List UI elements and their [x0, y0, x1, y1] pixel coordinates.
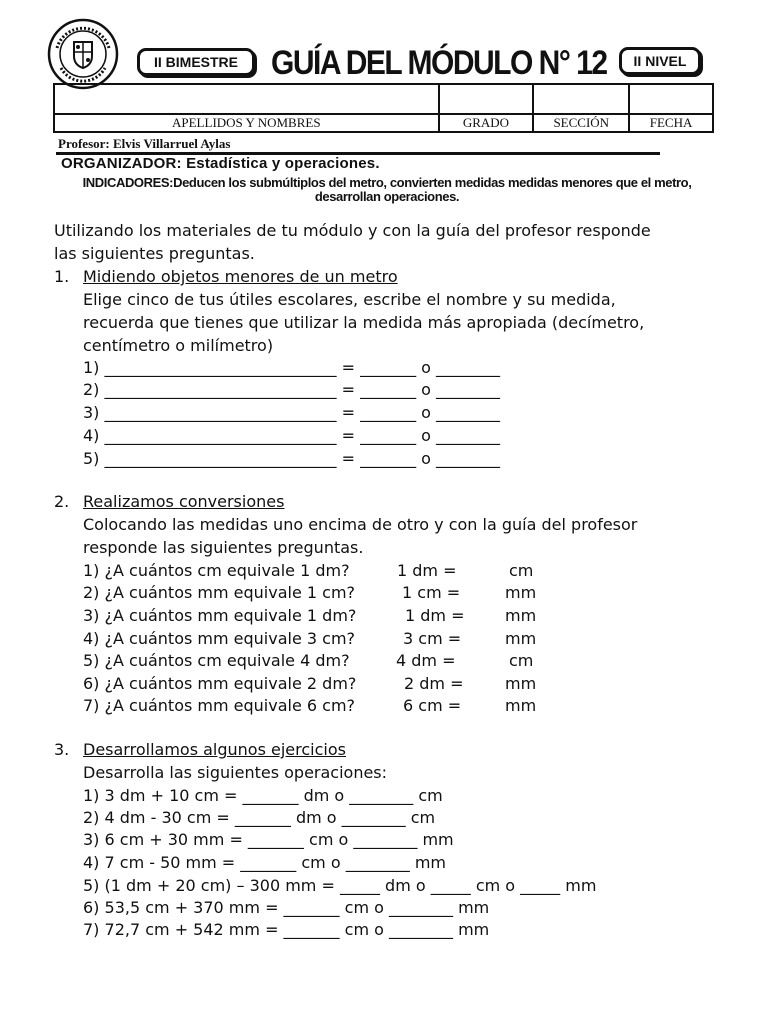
grade-field[interactable] — [439, 84, 534, 114]
section1-answer-line[interactable]: 2) _____________________________ = _______ o ________ — [83, 380, 501, 399]
section2-number: 2. — [54, 492, 70, 511]
operation-line[interactable]: 1) 3 dm + 10 cm = _______ dm o ________ cm — [83, 786, 443, 805]
conversion-question: 6) ¿A cuántos mm equivale 2 dm? — [83, 674, 357, 693]
conversion-unit: mm — [505, 696, 537, 715]
conversion-equation[interactable]: 4 dm = — [396, 651, 456, 670]
page-title: GUÍA DEL MÓDULO N° 12 — [271, 44, 607, 82]
conversion-equation[interactable]: 6 cm = — [403, 696, 462, 715]
section-label: SECCIÓN — [533, 114, 629, 132]
bimestre-badge: II BIMESTRE — [137, 48, 255, 76]
section3-text: Desarrolla las siguientes operaciones: — [83, 763, 388, 782]
operation-line[interactable]: 6) 53,5 cm + 370 mm = _______ cm o ________ mm — [83, 898, 490, 917]
conversion-equation[interactable]: 2 dm = — [404, 674, 464, 693]
date-label: FECHA — [629, 114, 713, 132]
operation-line[interactable]: 3) 6 cm + 30 mm = _______ cm o ________ mm — [83, 830, 454, 849]
student-info-table — [53, 83, 714, 133]
section1-answer-line[interactable]: 1) _____________________________ = _______ o ________ — [83, 358, 501, 377]
section2-text-1: Colocando las medidas uno encima de otro y con la guía del profesor — [83, 515, 638, 534]
conversion-question: 7) ¿A cuántos mm equivale 6 cm? — [83, 696, 356, 715]
name-label: APELLIDOS Y NOMBRES — [54, 114, 439, 132]
conversion-question: 1) ¿A cuántos cm equivale 1 dm? — [83, 561, 350, 580]
conversion-unit: mm — [505, 583, 537, 602]
conversion-question: 2) ¿A cuántos mm equivale 1 cm? — [83, 583, 356, 602]
section1-text-2: recuerda que tienes que utilizar la medida más apropiada (decímetro, — [83, 313, 645, 332]
section3-title: Desarrollamos algunos ejercicios — [83, 740, 346, 759]
conversion-equation[interactable]: 1 dm = — [405, 606, 465, 625]
indicators-line-1: INDICADORES:Deducen los submúltiplos del metro, convierten medidas medidas menores que el metro, — [82, 175, 692, 190]
conversion-equation[interactable]: 3 cm = — [403, 629, 462, 648]
name-field[interactable] — [54, 84, 439, 114]
nivel-badge: II NIVEL — [619, 47, 701, 75]
grade-label: GRADO — [439, 114, 534, 132]
conversion-equation[interactable]: 1 cm = — [402, 583, 461, 602]
section3-number: 3. — [54, 740, 70, 759]
conversion-unit: mm — [505, 606, 537, 625]
section1-answer-line[interactable]: 3) _____________________________ = _______ o ________ — [83, 403, 501, 422]
conversion-unit: mm — [505, 674, 537, 693]
conversion-question: 4) ¿A cuántos mm equivale 3 cm? — [83, 629, 356, 648]
conversion-unit: cm — [509, 651, 534, 670]
indicators — [57, 176, 717, 204]
operation-line[interactable]: 5) (1 dm + 20 cm) – 300 mm = _____ dm o _____ cm o _____ mm — [83, 876, 597, 895]
conversion-question: 3) ¿A cuántos mm equivale 1 dm? — [83, 606, 357, 625]
conversion-unit: cm — [509, 561, 534, 580]
conversion-equation[interactable]: 1 dm = — [397, 561, 457, 580]
intro-line-1: Utilizando los materiales de tu módulo y con la guía del profesor responde — [54, 221, 651, 240]
date-field[interactable] — [629, 84, 713, 114]
teacher-name: Profesor: Elvis Villarruel Aylas — [58, 136, 231, 151]
section1-text-3: centímetro o milímetro) — [83, 336, 274, 355]
intro-line-2: las siguientes preguntas. — [54, 244, 255, 263]
school-logo — [47, 18, 119, 90]
section2-title: Realizamos conversiones — [83, 492, 285, 511]
indicators-line-2: desarrollan operaciones. — [314, 189, 460, 204]
section1-title: Midiendo objetos menores de un metro — [83, 267, 398, 286]
section2-text-2: responde las siguientes preguntas. — [83, 538, 364, 557]
conversion-unit: mm — [505, 629, 537, 648]
organizer-line: ORGANIZADOR: Estadística y operaciones. — [61, 155, 380, 172]
section1-number: 1. — [54, 267, 70, 286]
section1-answer-line[interactable]: 4) _____________________________ = _______ o ________ — [83, 426, 501, 445]
section-field[interactable] — [533, 84, 629, 114]
operation-line[interactable]: 2) 4 dm - 30 cm = _______ dm o ________ cm — [83, 808, 436, 827]
section1-answer-line[interactable]: 5) _____________________________ = _______ o ________ — [83, 449, 501, 468]
conversion-question: 5) ¿A cuántos cm equivale 4 dm? — [83, 651, 350, 670]
operation-line[interactable]: 4) 7 cm - 50 mm = _______ cm o ________ mm — [83, 853, 446, 872]
section1-text-1: Elige cinco de tus útiles escolares, escribe el nombre y su medida, — [83, 290, 616, 309]
operation-line[interactable]: 7) 72,7 cm + 542 mm = _______ cm o ________ mm — [83, 920, 490, 939]
